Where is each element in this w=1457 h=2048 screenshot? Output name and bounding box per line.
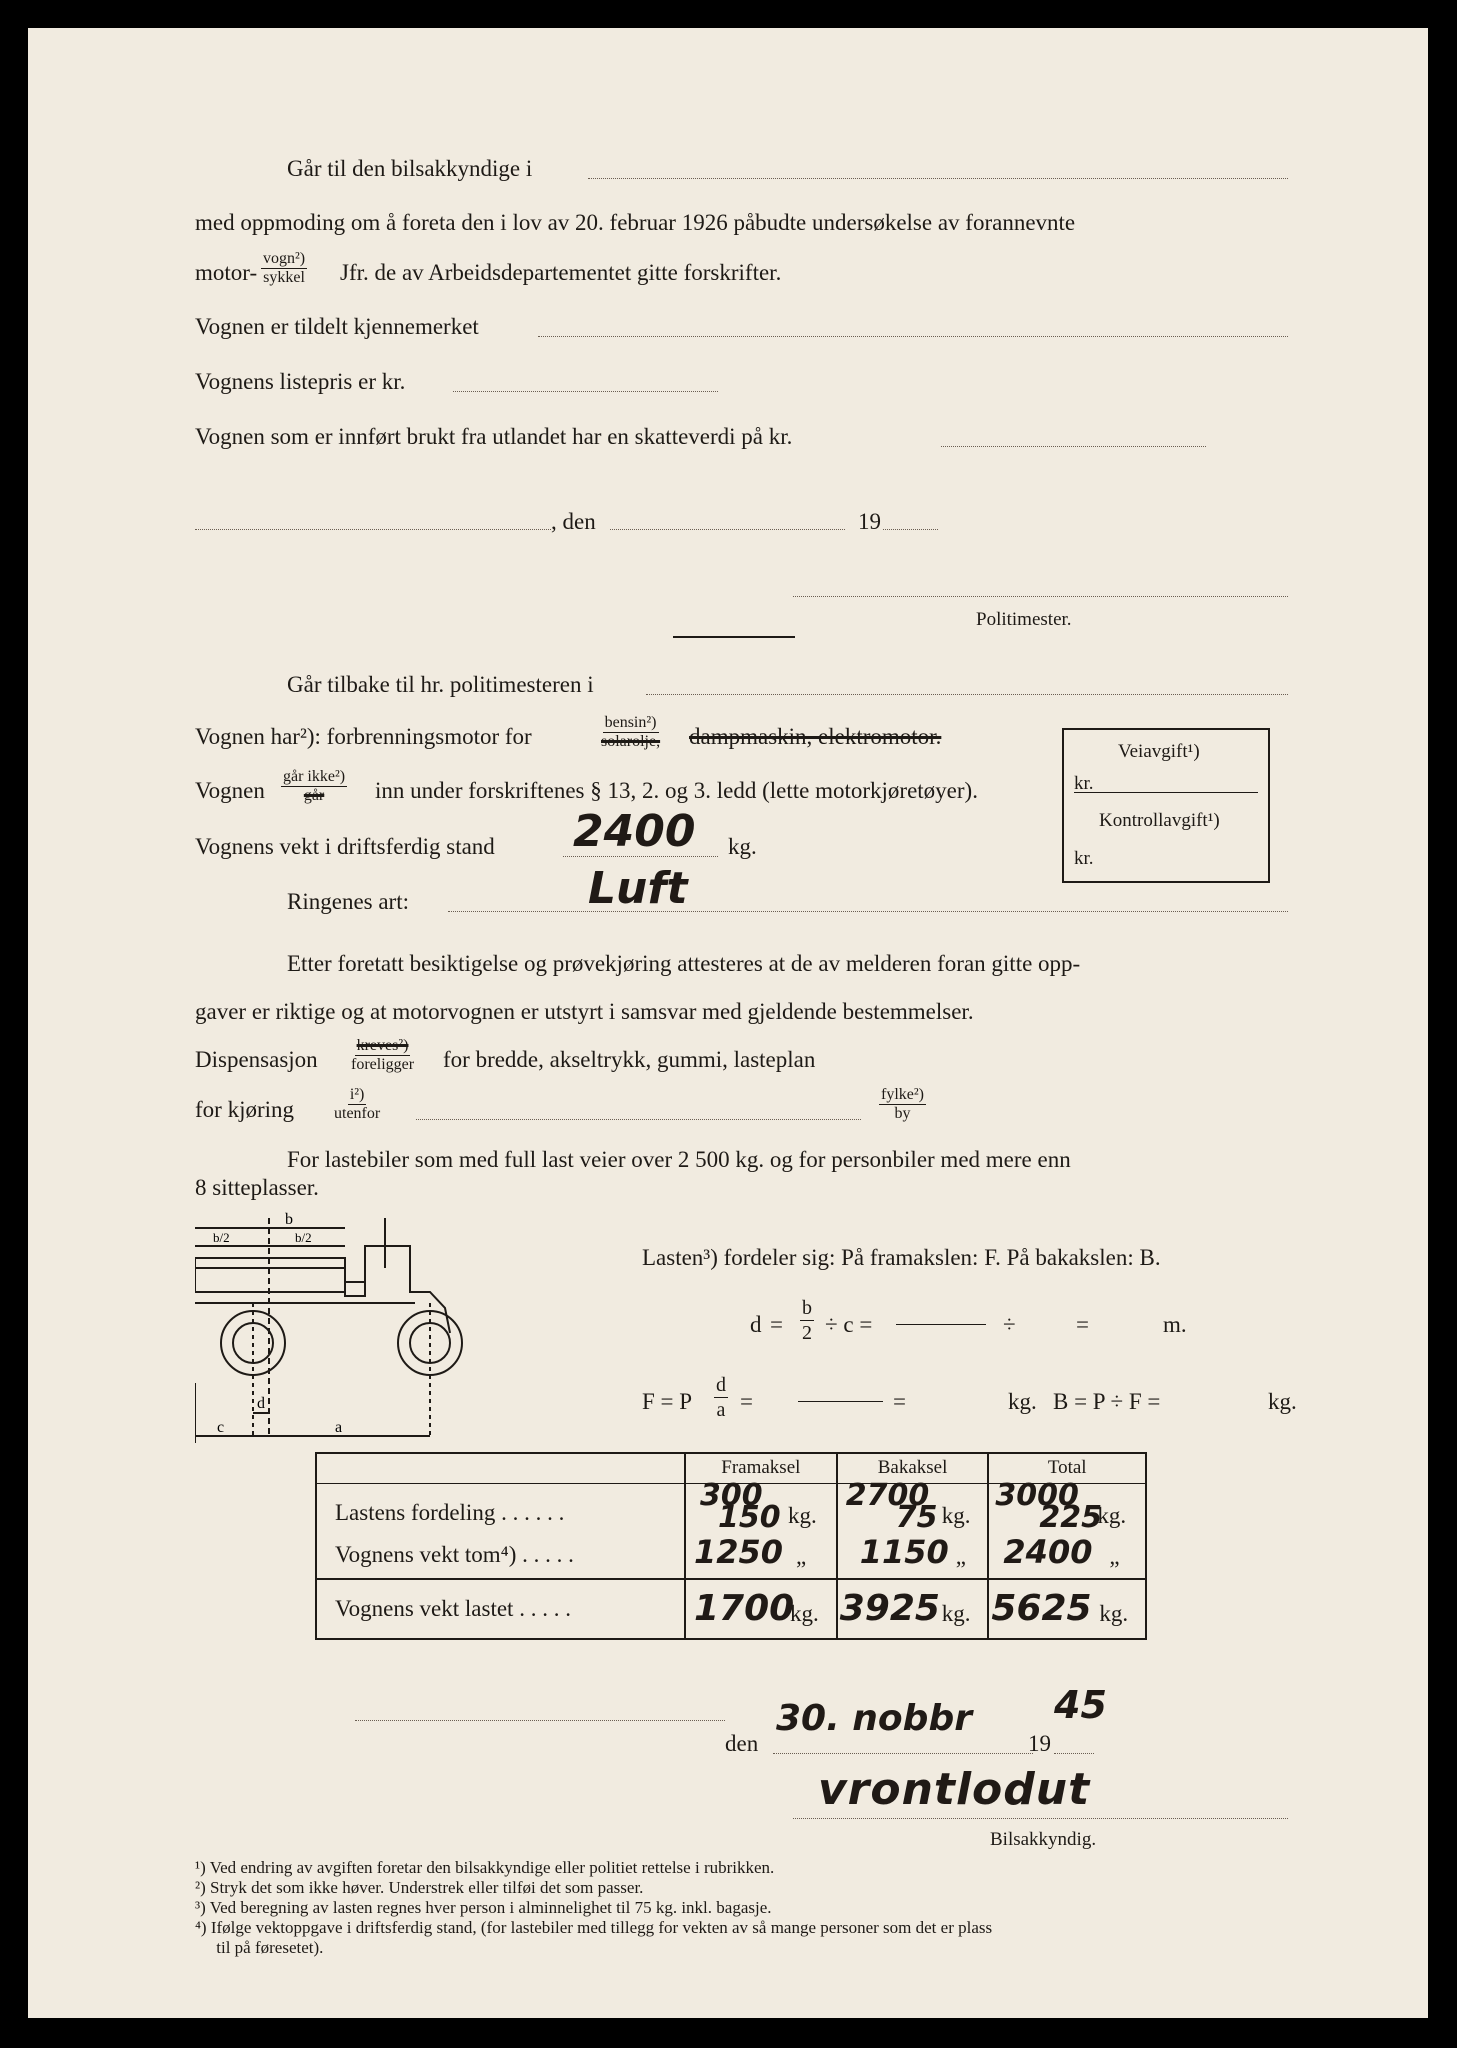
meter-unit: m. [1163,1312,1187,1337]
control-fee-label: Kontrollavgift¹) [1099,810,1220,831]
tires-field[interactable] [448,911,1288,912]
empty-total-unit: „ [1109,1544,1120,1569]
row-label-empty: Vognens vekt tom⁴) . . . . . [316,1531,685,1579]
police-chief-title: Politimester. [976,609,1072,630]
footnote-4-cont: til på føresetet). [195,1938,324,1957]
regulations-ref: Jfr. de av Arbeidsdepartementet gitte forskrifter. [340,260,782,285]
gar-option: går [303,787,325,804]
tires-value: Luft [588,863,688,914]
road-fee-line[interactable] [1074,792,1258,793]
return-label: Går tilbake til hr. politimesteren i [287,672,594,697]
empty-total-value: 2400 [1003,1533,1093,1571]
road-fee-kr: kr. [1074,773,1094,794]
empty-front-value: 1250 [693,1533,784,1571]
inspector-signature-field[interactable] [793,1818,1288,1819]
cell-load-rear[interactable] [837,1477,989,1535]
list-price-field[interactable] [453,391,718,392]
F-kg: kg. [1008,1389,1037,1414]
row-label-load: Lastens fordeling . . . . . . [316,1483,685,1531]
cell-load-total[interactable] [988,1477,1146,1535]
col-header-front: Framaksel [685,1453,837,1483]
license-plate-label: Vognen er tildelt kjennemerket [195,314,479,339]
go-to-label: Går til den bilsakkyndige i [287,156,533,181]
gar-ikke-option: går ikke²) [283,768,346,785]
footnote-4: ⁴) Ifølge vektoppgave i driftsferdig stand, (for lastebiler med tillegg for vekten av så mange personer som det er plass [195,1918,993,1937]
vogn-sykkel-fraction [261,250,307,287]
cell-empty-rear[interactable] [837,1531,989,1579]
police-location-field[interactable] [646,694,1288,695]
cell-empty-front[interactable] [685,1531,837,1579]
footnote-1: ¹) Ved endring av avgiften foretar den bilsakkyndige eller politiet rettelse i rubrikken. [195,1858,775,1877]
weight-value: 2400 [573,806,696,857]
weight-label: Vognens vekt i driftsferdig stand [195,834,495,859]
struck-engine-types: dampmaskin, elektromotor. [689,724,942,749]
load-total-unit: kg. [1097,1502,1127,1528]
col-header-total: Total [988,1453,1146,1483]
load-rear-unit: kg. [941,1502,971,1528]
loaded-rear-unit: kg. [941,1601,971,1626]
sykkel-option: sykkel [263,269,305,286]
F-equals-1: = [740,1389,753,1414]
c-label: c [217,1419,225,1436]
light-vehicle-clause: inn under forskriftenes § 13, 2. og 3. ledd (lette motorkjøretøyer). [375,778,978,803]
F-blank[interactable] [798,1401,883,1402]
load-front-b: 150 [717,1499,781,1535]
year-field[interactable] [883,529,938,530]
equals-sign: = [1076,1312,1089,1337]
d-label: d [257,1395,265,1412]
load-distribution-line: Lasten³) fordeler sig: På framakslen: F. På bakakslen: B. [642,1245,1161,1270]
solarolje-option: solarolje, [601,733,661,750]
form-page [28,28,1428,2018]
kreves-option: kreves²) [356,1037,409,1054]
table-corner [316,1453,685,1483]
truck-diagram [195,1208,605,1448]
trucks-line-1: For lastebiler som med full last veier over 2 500 kg. og for personbiler med mere enn [287,1147,1071,1172]
loaded-total-unit: kg. [1099,1601,1129,1626]
trucks-line-2: 8 sitteplasser. [195,1175,319,1200]
inspector-signature: vrontlodut [818,1764,1091,1815]
half-b-label-right: b/2 [295,1230,312,1245]
signature-date-value: 30. nobbr [776,1698,972,1739]
police-signature-field[interactable] [793,596,1288,597]
expert-location-field[interactable] [588,178,1288,179]
a-label: a [335,1419,343,1436]
signature-year-prefix: 19 [1028,1731,1051,1756]
year-prefix: 19 [858,509,881,534]
b-numerator: b [802,1297,812,1319]
utenfor-option: utenfor [334,1105,381,1122]
formula-d-equals: = [770,1312,783,1337]
row-label-loaded: Vognens vekt lastet . . . . . [316,1579,685,1639]
goes-fraction [281,768,347,805]
loaded-total-value: 5625 [991,1588,1092,1629]
formula-B: B = P ÷ F = [1053,1389,1161,1414]
loaded-front-unit: kg. [789,1601,819,1626]
driving-prefix: for kjøring [195,1097,295,1122]
weight-table [315,1452,1147,1640]
control-fee-kr: kr. [1074,848,1094,869]
two-denominator: 2 [802,1322,812,1344]
loaded-rear-value: 3925 [839,1588,940,1629]
cell-loaded-total[interactable] [988,1579,1146,1639]
B-kg: kg. [1268,1389,1297,1414]
inspector-title: Bilsakkyndig. [990,1829,1097,1850]
load-total-b: 225 [1039,1499,1103,1535]
foreligger-option: foreligger [351,1056,415,1073]
minus-c: ÷ c = [825,1312,873,1337]
dispensation-rest: for bredde, akseltrykk, gummi, lasteplan [443,1047,816,1072]
by-option: by [894,1105,911,1122]
dispensation-fraction [351,1037,414,1074]
fylke-option: fylke²) [881,1086,924,1103]
F-equals-2: = [893,1389,906,1414]
loaded-front-value: 1700 [693,1588,795,1629]
div-sign: ÷ [1003,1312,1016,1337]
footnote-3: ³) Ved beregning av lasten regnes hver person i alminnelighet til 75 kg. inkl. bagasje. [195,1898,772,1917]
attest-line-1: Etter foretatt besiktigelse og prøvekjøring attesteres at de av melderen foran gitte opp- [287,951,1081,976]
section-divider [673,636,795,638]
cell-empty-total[interactable] [988,1531,1146,1579]
empty-rear-value: 1150 [859,1533,949,1571]
date-field[interactable] [610,529,845,530]
load-rear-b: 75 [895,1499,938,1535]
signature-year-value: 45 [1054,1683,1107,1727]
cell-load-front[interactable] [685,1477,837,1535]
license-plate-field[interactable] [538,336,1288,337]
place-field[interactable] [195,529,551,530]
signature-place-field[interactable] [355,1720,725,1721]
d-over-a-fraction [714,1373,728,1422]
col-header-rear: Bakaksel [837,1453,989,1483]
fuel-fraction [601,714,660,751]
district-field[interactable] [416,1119,861,1120]
tax-value-field[interactable] [941,446,1206,447]
tax-value-label: Vognen som er innført brukt fra utlandet har en skatteverdi på kr. [195,424,793,449]
b-half-fraction [800,1296,814,1345]
signature-den: den [725,1731,759,1756]
county-city-fraction [879,1086,926,1123]
load-front-a: 300 [699,1477,763,1513]
signature-date-field[interactable] [773,1753,1033,1754]
tires-label: Ringenes art: [287,889,409,914]
in-out-fraction [334,1086,380,1123]
goes-prefix: Vognen [195,778,265,803]
d-blank-1[interactable] [896,1324,986,1325]
engine-prefix: Vognen har²): forbrenningsmotor for [195,724,532,749]
empty-rear-unit: „ [955,1544,966,1569]
d-numerator: d [716,1374,726,1396]
dispensation-prefix: Dispensasjon [195,1047,318,1072]
attest-line-2: gaver er riktige og at motorvognen er utstyrt i samsvar med gjeldende bestemmelser. [195,999,974,1024]
weight-unit: kg. [728,834,757,859]
list-price-label: Vognens listepris er kr. [195,369,406,394]
half-b-label-left: b/2 [213,1230,230,1245]
b-label: b [285,1211,293,1228]
a-denominator: a [716,1399,726,1421]
motor-prefix: motor- [195,260,258,285]
empty-front-unit: „ [795,1544,807,1569]
bensin-option: bensin²) [604,714,657,731]
truck-seat [345,1282,365,1296]
date-den-label: , den [551,509,596,534]
vogn-option: vogn²) [263,250,306,267]
load-front-unit: kg. [787,1502,817,1528]
i-option: i²) [349,1086,365,1103]
formula-F: F = P [642,1389,693,1414]
formula-d: d [750,1312,762,1337]
load-total-a: 3000 [995,1477,1079,1513]
fee-box [1062,728,1270,883]
road-fee-label: Veiavgift¹) [1118,741,1200,762]
load-rear-a: 2700 [845,1477,930,1513]
request-line: med oppmoding om å foreta den i lov av 20. februar 1926 påbudte undersøkelse av forannevnte [195,210,1076,235]
signature-year-field[interactable] [1054,1753,1094,1754]
cell-loaded-front[interactable] [685,1579,837,1639]
cell-loaded-rear[interactable] [837,1579,989,1639]
footnote-2: ²) Stryk det som ikke høver. Understrek eller tilføi det som passer. [195,1878,644,1897]
